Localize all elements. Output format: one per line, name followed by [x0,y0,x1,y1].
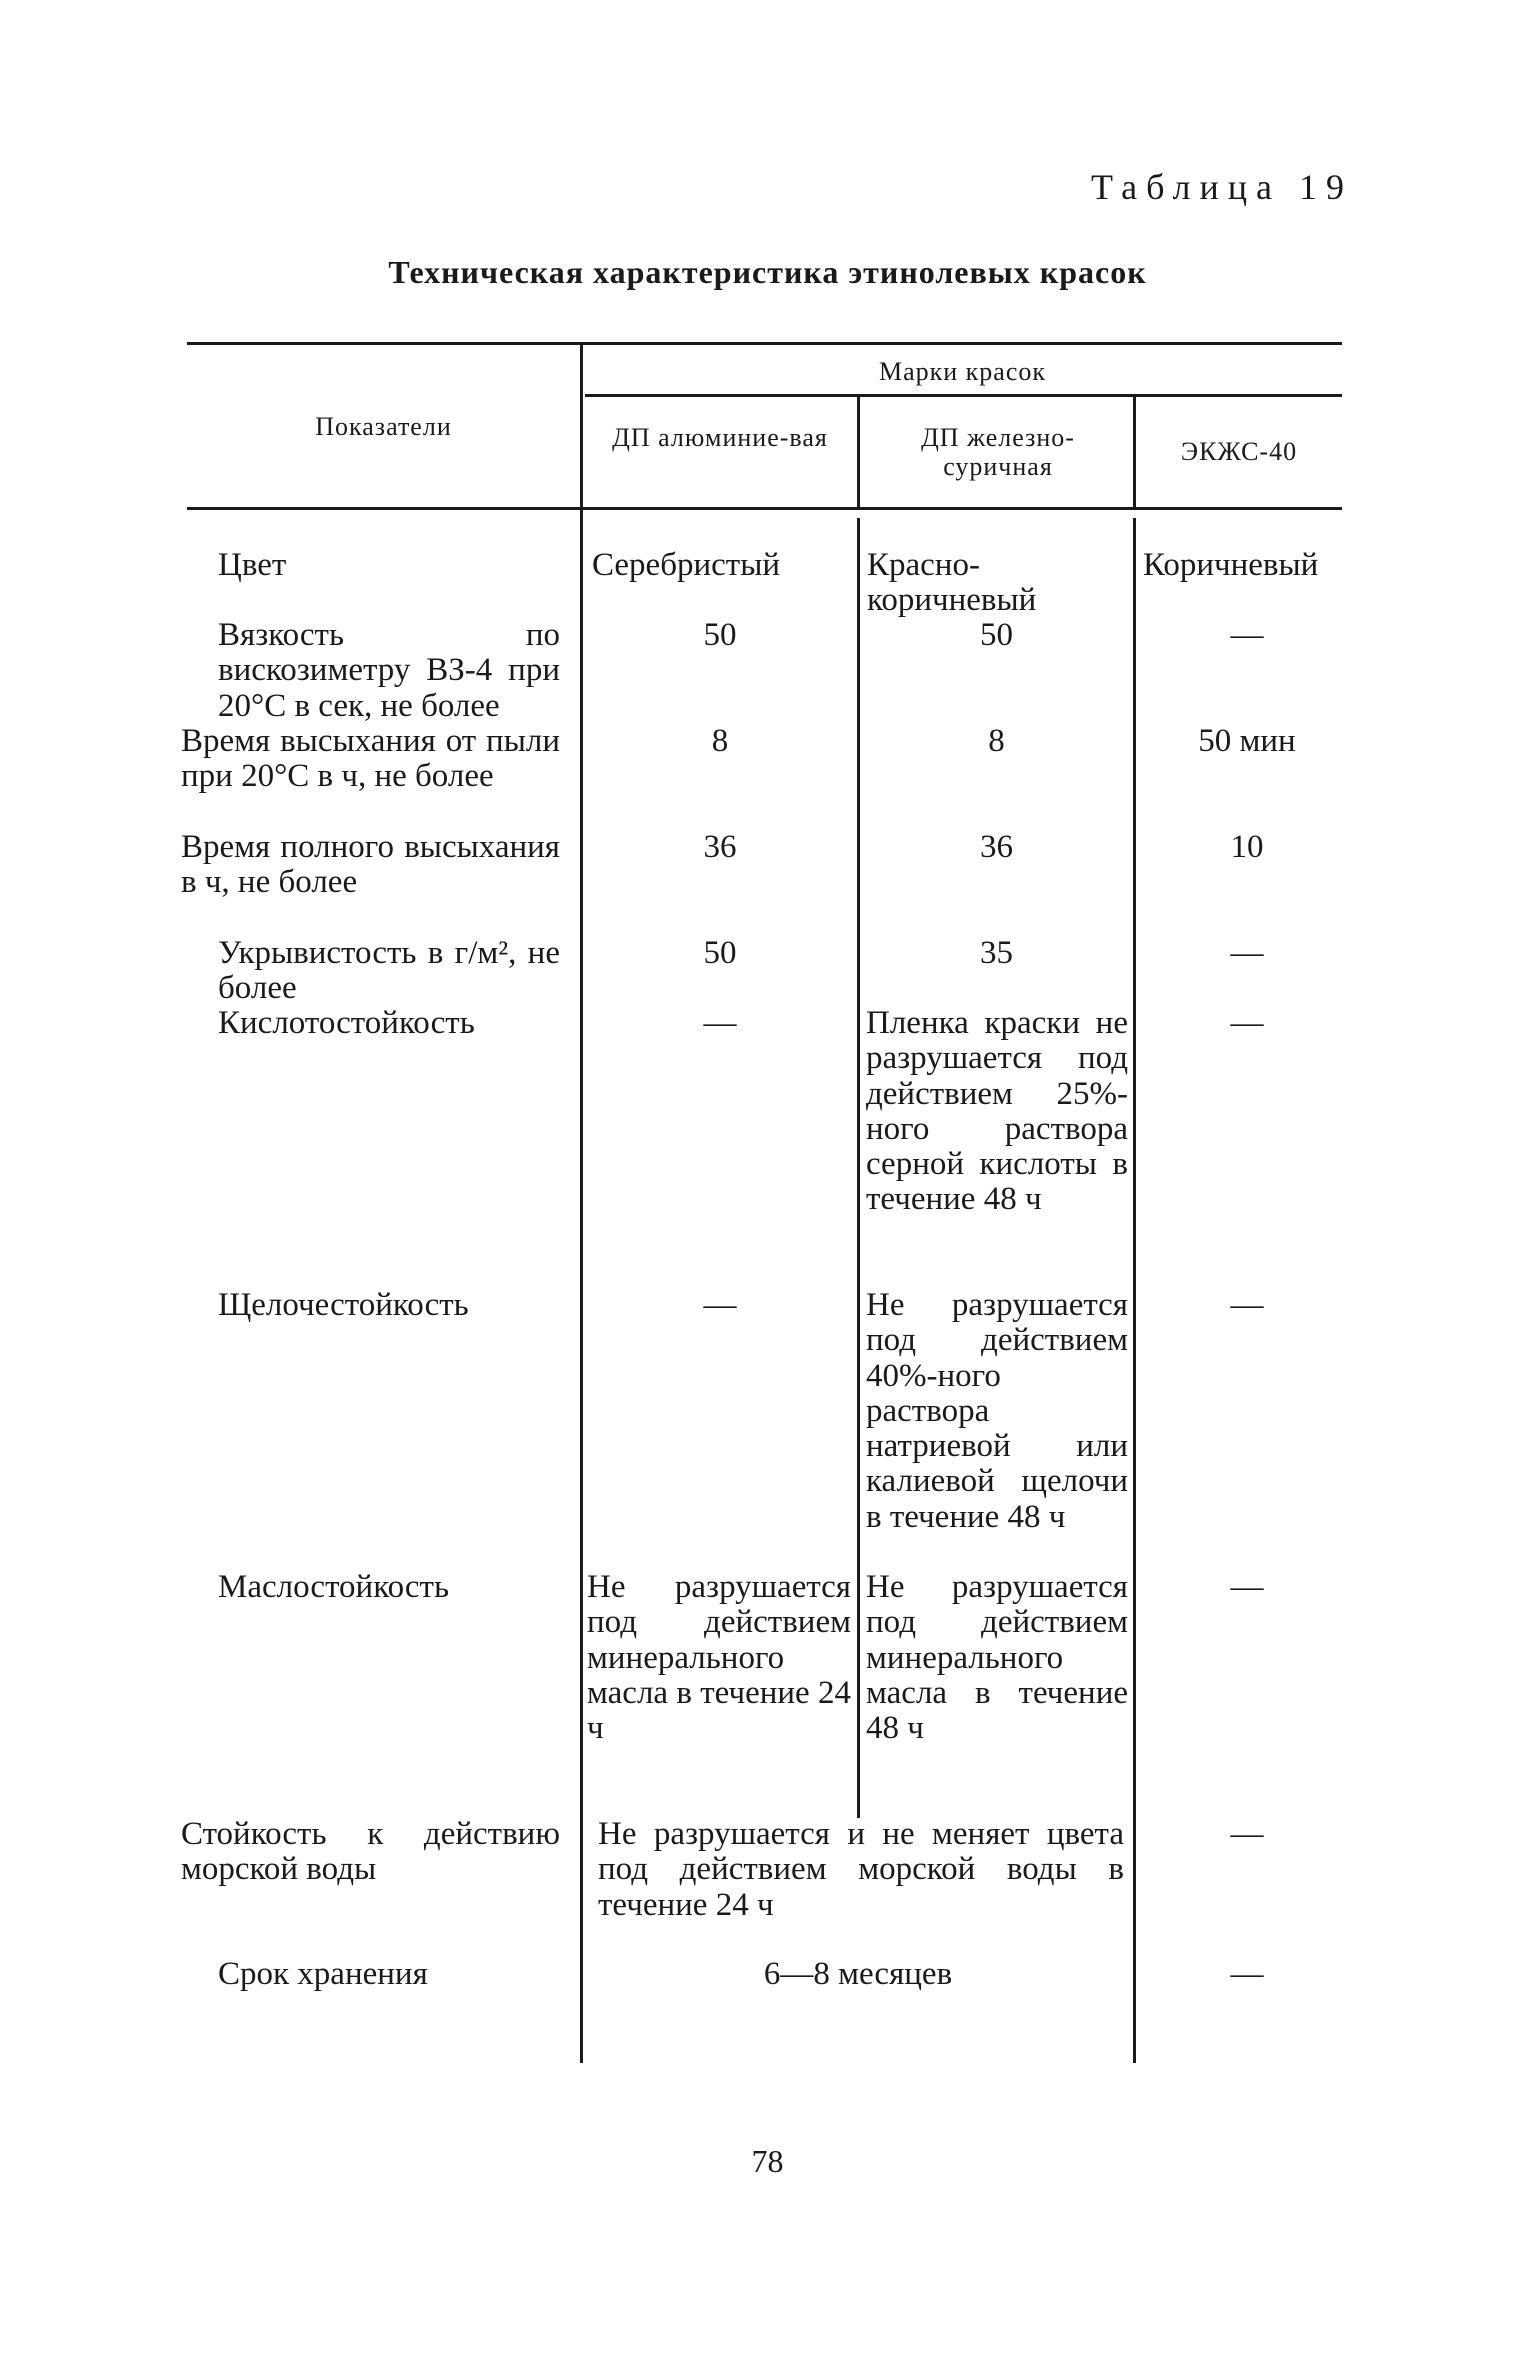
row-c3: — [1230,617,1264,653]
header-col3: ЭКЖС-40 [1180,437,1298,466]
row-c3: Коричневый [1143,547,1319,583]
row-c2: 50 [980,617,1013,653]
row-label: Кислотостойкость [218,1005,475,1041]
divider-labels [580,342,583,2063]
row-label: Маслостойкость [218,1569,450,1605]
row-c1: Не разрушается под действием минерального масла в течение 24 ч [587,1569,851,1747]
row-c3: — [1230,935,1264,971]
row-label: Щелочестойкость [218,1287,469,1323]
row-c1: 50 [703,935,737,971]
row-c1: 8 [711,723,729,759]
table-top-rule [187,342,1342,345]
row-c3: — [1230,1287,1264,1323]
row-c3: — [1230,1005,1264,1041]
row-label: Время высыхания от пыли при 20°С в ч, не более [181,723,560,795]
page-number: 78 [751,2143,784,2179]
row-c1: 50 [703,617,737,653]
header-col1: ДП алюминие-вая [612,423,828,452]
row-c1: — [703,1005,737,1041]
row-c1: Серебристый [592,547,781,583]
row-c2: 35 [980,935,1013,971]
row-label: Стойкость к действию морской воды [181,1816,560,1888]
header-indicators: Показатели [315,412,452,441]
row-c2: Не разрушается под действием 40%-ного раствора натриевой или калиевой щелочи в течение 48 ч [866,1287,1128,1535]
row-c2: Красно-коричневый [867,547,1037,619]
header-col2: ДП железно-суричная [921,423,1075,481]
row-c1: — [703,1287,737,1323]
row-c2: Не разрушается под действием минерального масла в течение 48 ч [866,1569,1128,1747]
row-c2: Пленка краски не разрушается под действием 25%-ного раствора серной кислоты в течение 48 ч [866,1005,1128,1218]
row-c3: — [1230,1956,1264,1992]
row-label: Срок хранения [218,1956,428,1992]
brands-rule [585,394,1342,397]
row-c3: 50 мин [1198,723,1296,759]
row-label: Вязкость по вискозиметру ВЗ-4 при 20°С в сек, не более [218,617,560,724]
row-c3: — [1230,1816,1264,1852]
row-c12: Не разрушается и не меняет цвета под действием морской воды в течение 24 ч [598,1816,1124,1923]
row-c2: 8 [988,723,1005,759]
header-bottom-rule [187,507,1342,510]
divider-col1-header [857,394,860,507]
row-c3: 10 [1230,829,1264,865]
header-brands: Марки красок [878,357,1047,386]
row-label: Укрывистость в г/м², не более [218,935,560,1007]
row-label: Цвет [218,547,287,583]
table-number: Таблица 19 [1091,167,1353,207]
row-c3: — [1230,1569,1264,1605]
row-c12: 6—8 месяцев [763,1956,953,1992]
row-c1: 36 [703,829,737,865]
row-c2: 36 [980,829,1013,865]
table-title: Техническая характеристика этинолевых красок [388,254,1147,290]
row-label: Время полного высыхания в ч, не более [181,829,560,901]
divider-col1-body [857,518,860,1818]
